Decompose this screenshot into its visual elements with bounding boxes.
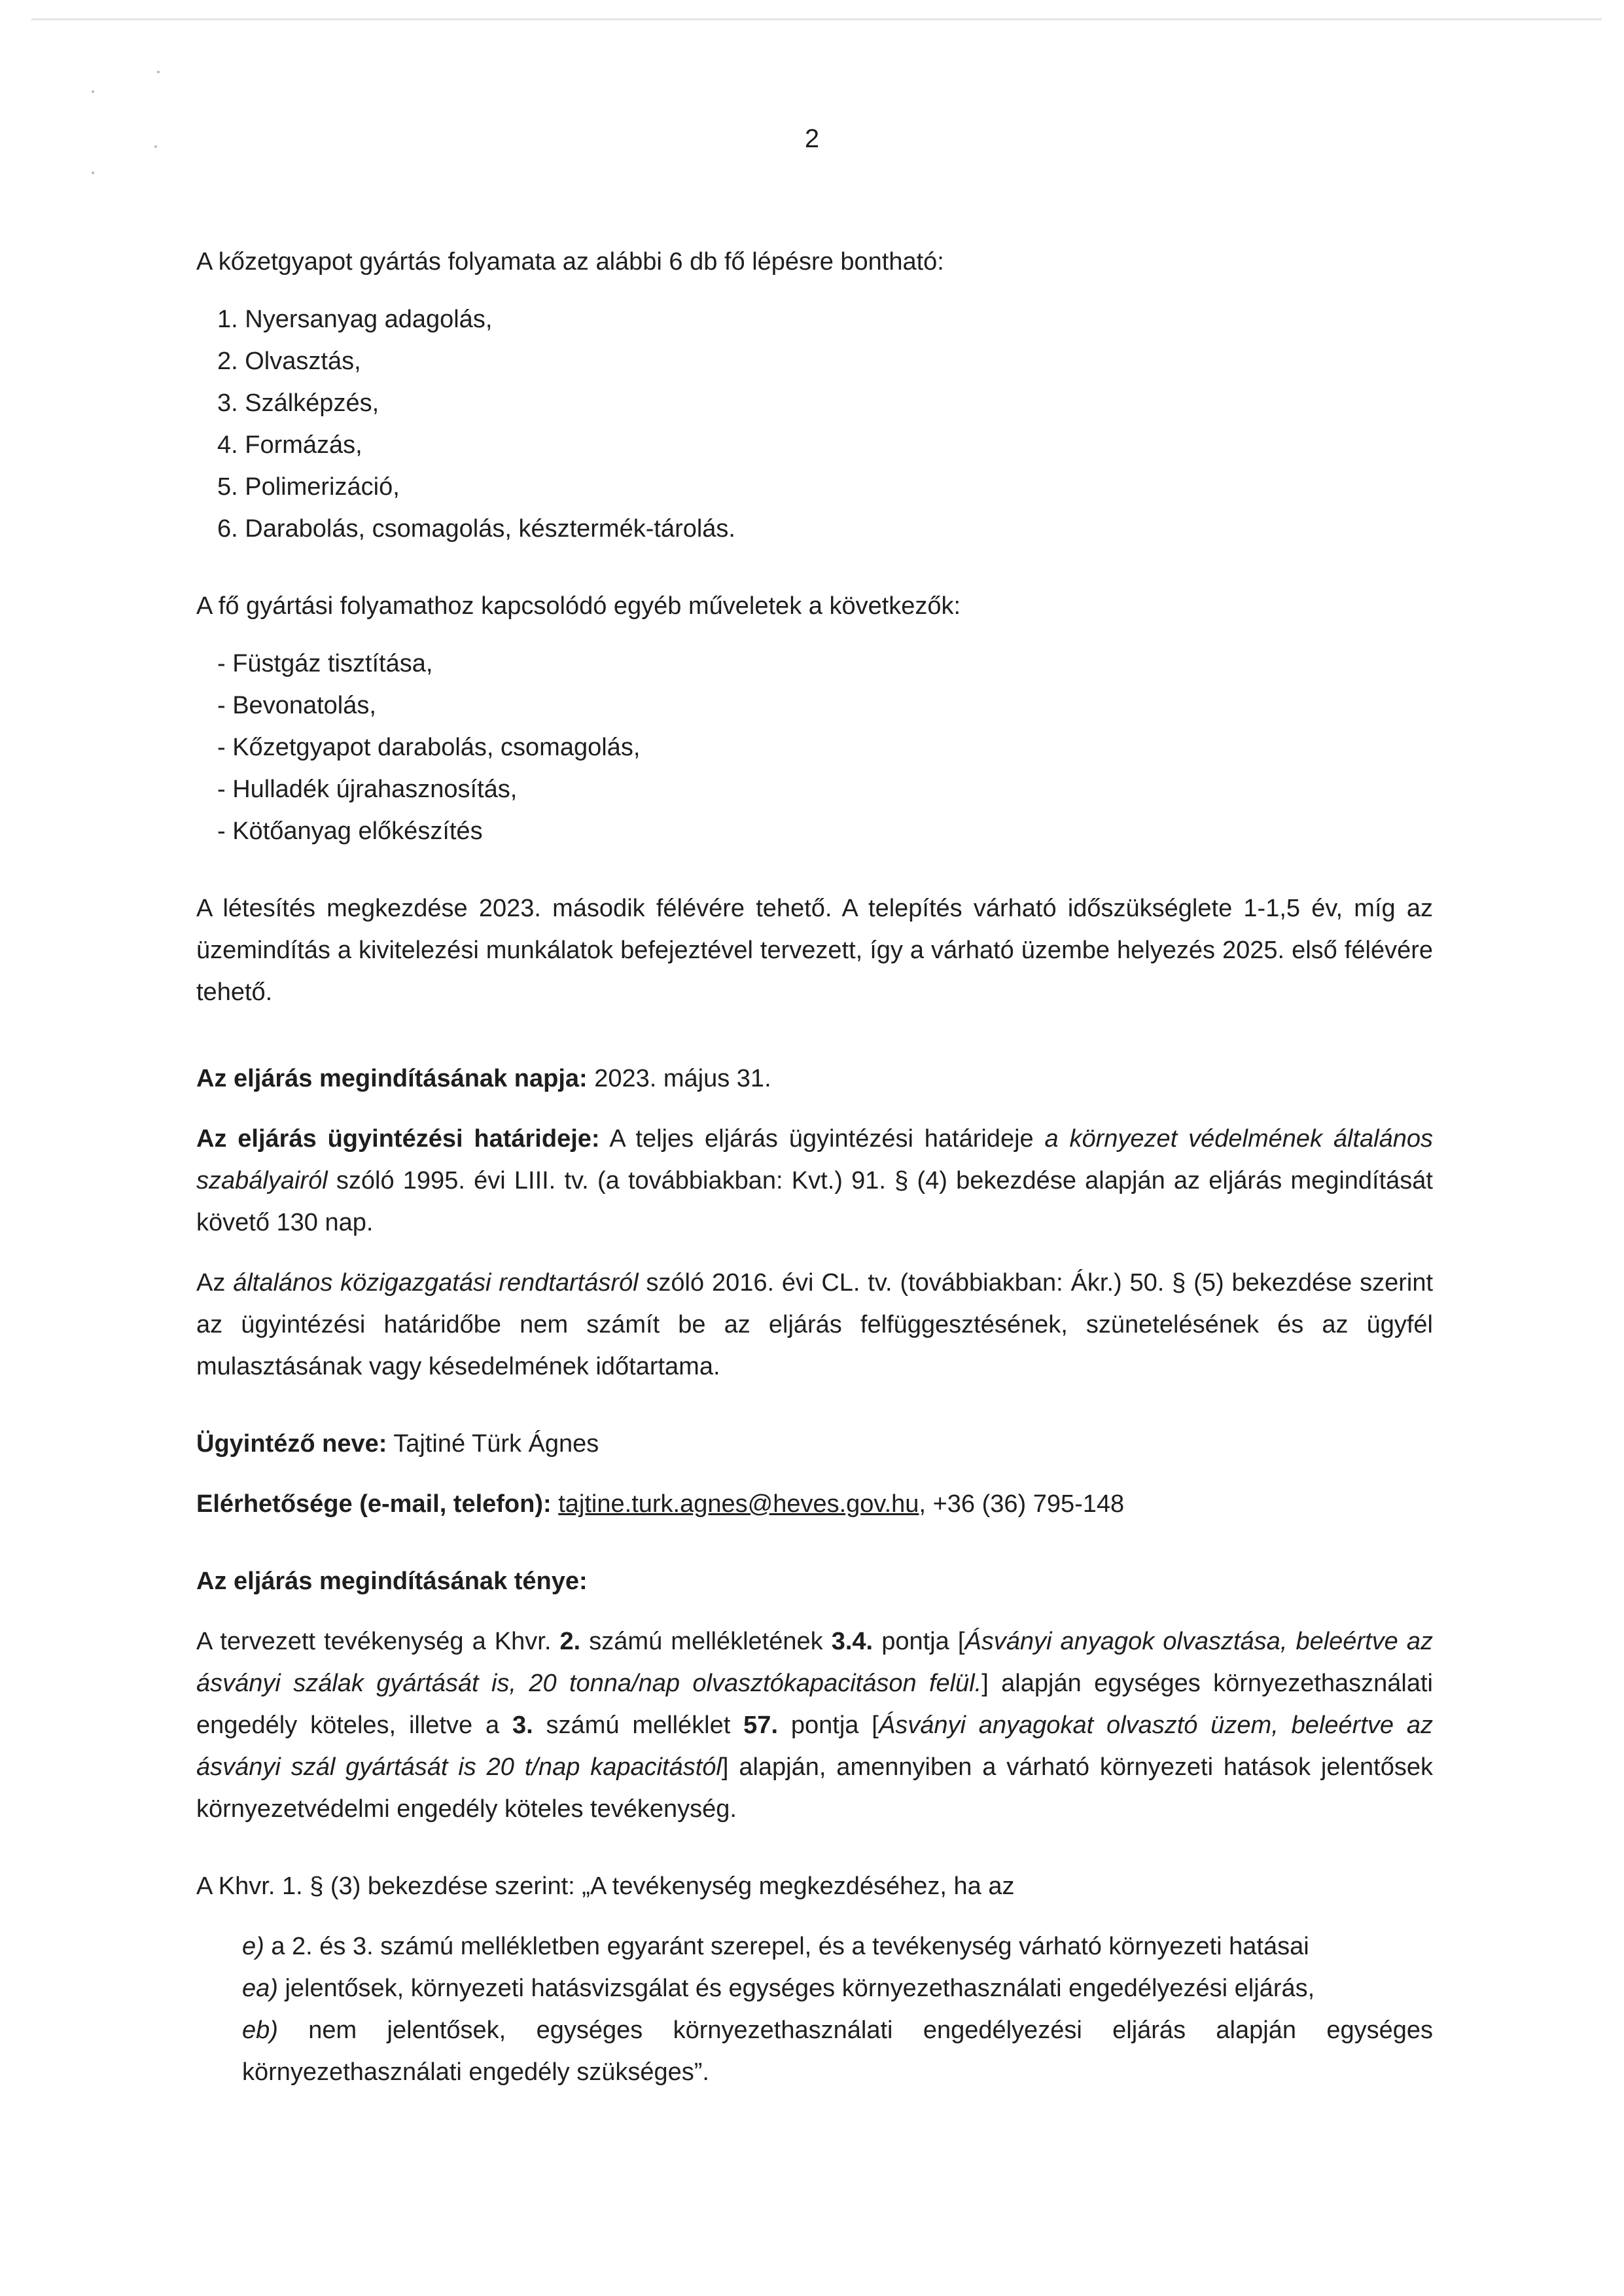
operations-list	[196, 643, 1433, 852]
law-title: a környezet védelmének általános szabályairól	[196, 1125, 1433, 1194]
officer-label: Ügyintéző neve:	[196, 1430, 387, 1458]
khvr-intro: A Khvr. 1. § (3) bekezdése szerint: „A tevékenység megkezdéséhez, ha az	[196, 1873, 1015, 1900]
officer-line	[196, 1423, 1433, 1465]
fact-text: A tervezett tevékenység a Khvr.	[196, 1628, 560, 1655]
scan-speck	[92, 90, 94, 93]
item-label: ea)	[242, 1975, 278, 2002]
fact-bold: 57.	[743, 1712, 778, 1739]
fact-italic: Ásványi anyagokat olvasztó üzem, beleértve az ásványi szál gyártását is 20 t/nap kapacitástól	[196, 1712, 1433, 1781]
fact-heading-text: Az eljárás megindításának ténye:	[196, 1568, 588, 1595]
fact-italic: Ásványi anyagok olvasztása, beleértve az ásványi szálak gyártását is, 20 tonna/nap olvasztókapacitáson felül.	[196, 1628, 1434, 1697]
khvr-item-e	[242, 1926, 1433, 1967]
scan-edge-line	[31, 18, 1602, 20]
list-item: 5. Polimerizáció,	[217, 473, 400, 501]
akr-paragraph	[196, 1262, 1433, 1388]
schedule-paragraph: A létesítés megkezdése 2023. második félévére tehető. A telepítés várható időszükséglete 1-1,5 év, míg az üzemindítás a kivitelezési munkálatok befejeztével tervezett, így a várható üzembe helyezés 2025. első félévére tehető.	[196, 895, 1433, 1006]
phone-number: , +36 (36) 795-148	[919, 1490, 1125, 1518]
operations-intro: A fő gyártási folyamathoz kapcsolódó egyéb műveletek a következők:	[196, 592, 961, 620]
law-title: általános közigazgatási rendtartásról	[233, 1269, 639, 1297]
document-body	[196, 241, 1433, 2093]
list-item: - Bevonatolás,	[217, 692, 376, 719]
fact-text: ] alapján, amennyiben a várható környezeti hatások jelentősek környezetvédelmi engedély köteles tevékenység.	[196, 1753, 1434, 1823]
fact-text: ] alapján egységes környezethasználati engedély köteles, illetve a	[196, 1670, 1433, 1739]
item-text: a 2. és 3. számú mellékletben egyaránt szerepel, és a tevékenység várható környezeti hatásai	[264, 1933, 1309, 1960]
khvr-quote	[196, 1926, 1433, 2093]
process-intro: A kőzetgyapot gyártás folyamata az alábbi 6 db fő lépésre bontható:	[196, 248, 944, 276]
list-item: - Hulladék újrahasznosítás,	[217, 776, 518, 803]
item-label: e)	[242, 1933, 264, 1960]
page-number: 2	[804, 124, 820, 153]
fact-text: pontja [	[873, 1628, 965, 1655]
process-steps-list	[196, 298, 1433, 550]
scan-speck	[157, 71, 160, 73]
akr-text: Az	[196, 1269, 234, 1297]
fact-text: számú melléklet	[533, 1712, 744, 1739]
deadline-text: A teljes eljárás ügyintézési határideje	[599, 1125, 1045, 1153]
deadline-paragraph	[196, 1118, 1433, 1244]
list-item: 3. Szálképzés,	[217, 389, 380, 417]
start-date-value: 2023. május 31.	[587, 1065, 771, 1092]
start-date-label: Az eljárás megindításának napja:	[196, 1065, 588, 1092]
fact-bold: 3.	[512, 1712, 533, 1739]
list-item: 6. Darabolás, csomagolás, késztermék-tárolás.	[217, 515, 735, 543]
fact-text: számú mellékletének	[580, 1628, 832, 1655]
contact-label: Elérhetősége (e-mail, telefon):	[196, 1490, 552, 1518]
item-text: jelentősek, környezeti hatásvizsgálat és egységes környezethasználati engedélyezési eljárás,	[277, 1975, 1315, 2002]
scan-speck	[92, 171, 94, 174]
start-date-line	[196, 1058, 1433, 1100]
list-item: 2. Olvasztás,	[217, 348, 361, 375]
list-item: - Kötőanyag előkészítés	[217, 817, 483, 845]
khvr-item-eb	[242, 2009, 1433, 2093]
list-item: - Kőzetgyapot darabolás, csomagolás,	[217, 734, 641, 761]
email-link[interactable]: tajtine.turk.agnes@heves.gov.hu	[558, 1490, 919, 1518]
list-item: - Füstgáz tisztítása,	[217, 650, 433, 677]
fact-heading	[196, 1560, 1433, 1602]
list-item: 4. Formázás,	[217, 431, 362, 459]
fact-text: pontja [	[778, 1712, 879, 1739]
list-item: 1. Nyersanyag adagolás,	[217, 306, 493, 333]
akr-text: szóló 2016. évi CL. tv. (továbbiakban: Ákr.) 50. § (5) bekezdése szerint az ügyintézési határidőbe nem számít be az eljárás felfüggesztésének, szünetelésének és az ügyfél mulasztásának vagy késedelmének időtartama.	[196, 1269, 1434, 1380]
officer-name: Tajtiné Türk Ágnes	[387, 1430, 599, 1458]
khvr-item-ea	[242, 1967, 1433, 2009]
item-label: eb)	[242, 2017, 278, 2044]
fact-bold: 3.4.	[831, 1628, 874, 1655]
contact-line	[196, 1483, 1433, 1525]
deadline-text: szóló 1995. évi LIII. tv. (a továbbiakban: Kvt.) 91. § (4) bekezdése alapján az eljárás megindítását követő 130 nap.	[196, 1167, 1433, 1236]
deadline-label: Az eljárás ügyintézési határideje:	[196, 1125, 600, 1153]
fact-bold: 2.	[559, 1628, 581, 1655]
item-text: nem jelentősek, egységes környezethasználati engedélyezési eljárás alapján egységes környezethasználati engedély szükséges”.	[242, 2017, 1433, 2086]
fact-paragraph	[196, 1621, 1433, 1830]
